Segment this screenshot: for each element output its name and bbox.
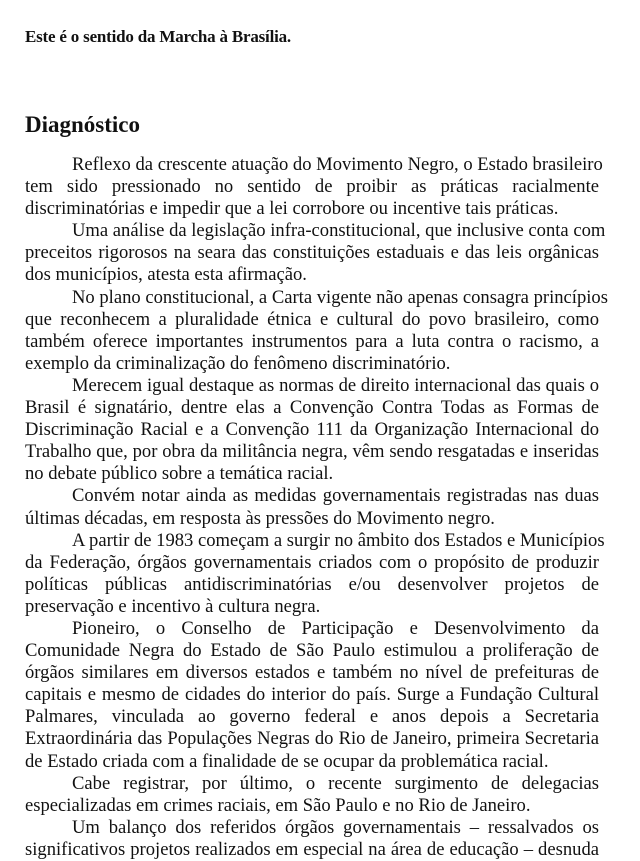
text-line: tem sido pressionado no sentido de proibir as práticas racialmente (25, 176, 599, 198)
text-line: significativos projetos realizados em especial na área de educação – desnuda (25, 838, 599, 860)
text-line: também oferece importantes instrumentos para a luta contra o racismo, a (25, 330, 599, 352)
text-line: discriminatórias e impedir que a lei corrobore ou incentive tais práticas. (25, 198, 559, 220)
lead-sentence: Este é o sentido da Marcha à Brasília. (25, 27, 291, 46)
text-line: preservação e incentivo à cultura negra. (25, 595, 321, 617)
text-line: que reconhecem a pluralidade étnica e cultural do povo brasileiro, como (25, 308, 599, 330)
paragraph (25, 529, 605, 618)
paragraph (25, 773, 599, 817)
paragraph (25, 485, 599, 529)
section-heading: Diagnóstico (25, 112, 140, 137)
text-line: dos municípios, atesta esta afirmação. (25, 264, 307, 286)
paragraph (25, 220, 606, 286)
text-line: especializadas em crimes raciais, em São Paulo e no Rio de Janeiro. (25, 794, 531, 816)
text-line: preceitos rigorosos na seara das constituições estaduais e das leis orgânicas (25, 242, 599, 264)
text-line: de Estado criada com a finalidade de se ocupar da problemática racial. (25, 750, 549, 772)
text-line: políticas públicas antidiscriminatórias e/ou desenvolver projetos de (25, 573, 599, 595)
text-line: Pioneiro, o Conselho de Participação e Desenvolvimento da (72, 617, 599, 639)
text-line: A partir de 1983 começam a surgir no âmbito dos Estados e Municípios (72, 529, 605, 551)
body-text (25, 154, 608, 861)
text-line: Merecem igual destaque as normas de direito internacional das quais o (72, 374, 599, 396)
text-line: órgãos similares em diversos estados e também no nível de prefeituras de (25, 662, 599, 684)
text-line: exemplo da criminalização do fenômeno discriminatório. (25, 352, 451, 374)
paragraph (25, 817, 599, 861)
text-line: Convém notar ainda as medidas governamentais registradas nas duas (72, 485, 599, 507)
text-line: últimas décadas, em resposta às pressões do Movimento negro. (25, 507, 495, 529)
text-line: Cabe registrar, por último, o recente surgimento de delegacias (72, 772, 599, 794)
text-line: No plano constitucional, a Carta vigente não apenas consagra princípios (72, 286, 608, 308)
text-line: no debate público sobre a temática racial. (25, 463, 334, 485)
text-line: Palmares, vinculada ao governo federal e anos depois a Secretaria (25, 706, 599, 728)
paragraph (25, 375, 599, 485)
text-line: Reflexo da crescente atuação do Movimento Negro, o Estado brasileiro (72, 154, 603, 175)
text-line: Brasil é signatário, dentre elas a Convenção Contra Todas as Formas de (25, 397, 599, 419)
text-line: capitais e mesmo de cidades do interior do país. Surge a Fundação Cultural (25, 684, 599, 706)
paragraph (25, 286, 608, 375)
text-line: Comunidade Negra do Estado de São Paulo estimulou a proliferação de (25, 640, 599, 662)
text-line: Extraordinária das Populações Negras do Rio de Janeiro, primeira Secretaria (25, 728, 599, 750)
paragraph (25, 618, 599, 773)
text-line: da Federação, órgãos governamentais criados com o propósito de produzir (25, 551, 599, 573)
text-line: Discriminação Racial e a Convenção 111 da Organização Internacional do (25, 419, 599, 441)
text-line: Uma análise da legislação infra-constitucional, que inclusive conta com (72, 220, 606, 242)
text-line: Trabalho que, por obra da militância negra, vêm sendo resgatadas e inseridas (25, 441, 599, 463)
text-line: Um balanço dos referidos órgãos governamentais – ressalvados os (72, 816, 599, 838)
paragraph (25, 154, 603, 220)
